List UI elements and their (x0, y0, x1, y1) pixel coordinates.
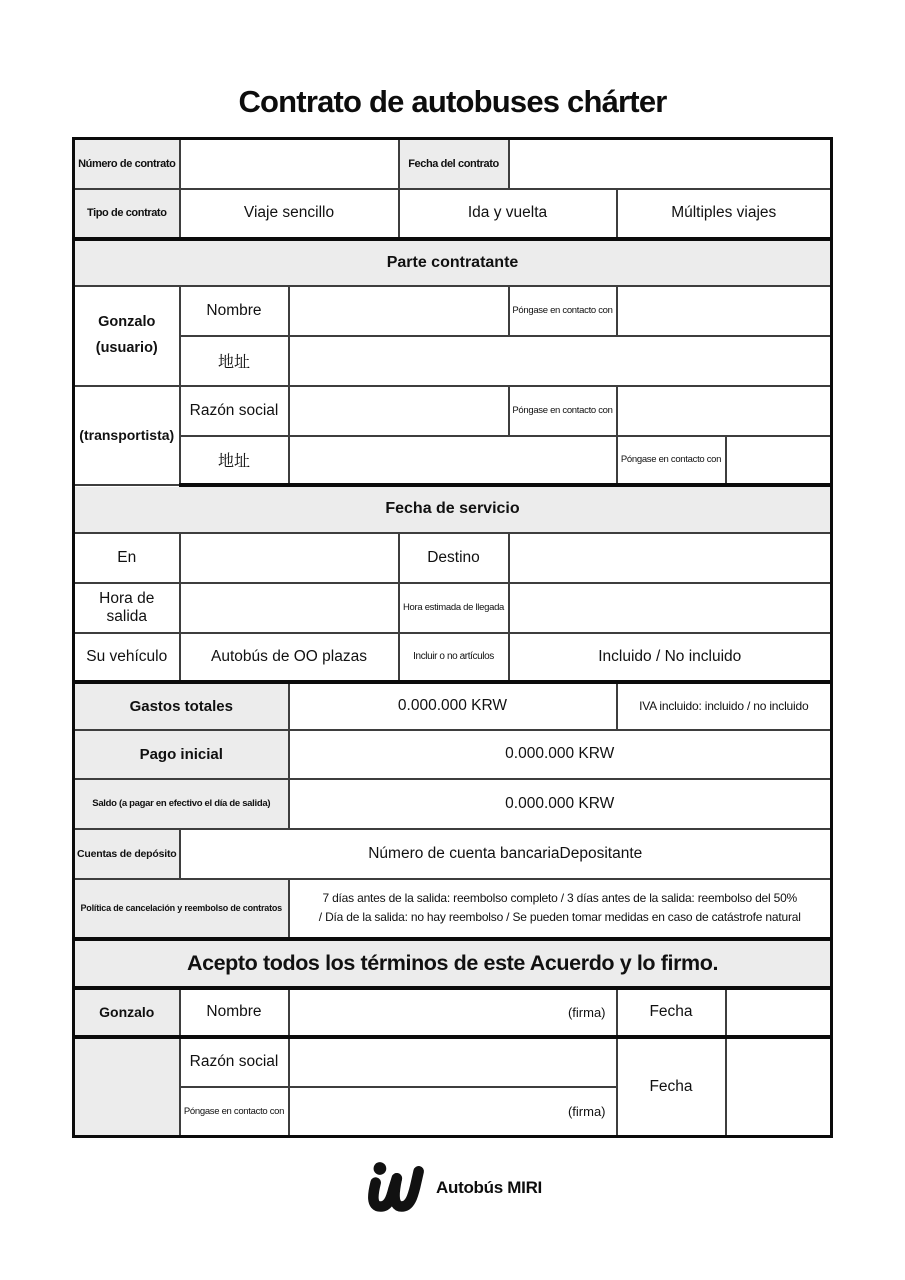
user-contact-label: Póngase en contacto con (509, 286, 617, 336)
user-name-label: Nombre (180, 286, 289, 336)
carrier-business-name-label: Razón social (180, 386, 289, 436)
arrival-time-field (509, 583, 832, 633)
bus-miri-logo-icon (363, 1159, 425, 1216)
cancellation-policy-text (289, 879, 832, 939)
contract-type-label: Tipo de contrato (74, 189, 180, 239)
vehicle-label: Su vehículo (74, 633, 180, 682)
arrival-time-label: Hora estimada de llegada (399, 583, 509, 633)
row-user-signature (74, 988, 832, 1037)
balance-label: Saldo (a pagar en efectivo el día de salida) (74, 779, 289, 829)
row-carrier-signature-name (74, 1037, 832, 1087)
contract-number-field (180, 139, 399, 189)
policy-line-2: / Día de la salida: no hay reembolso / Se pueden tomar medidas en caso de catástrofe natural (318, 910, 801, 924)
initial-payment-label: Pago inicial (74, 730, 289, 779)
carrier-contact-field (617, 386, 832, 436)
origin-label: En (74, 533, 180, 583)
carrier-signature-date-field (726, 1037, 832, 1137)
row-origin-destination (74, 533, 832, 583)
row-departure-arrival (74, 583, 832, 633)
row-user-address (74, 336, 832, 386)
total-cost-label: Gastos totales (74, 682, 289, 730)
signature-name-label: Nombre (180, 988, 289, 1037)
deposit-account-label: Cuentas de depósito (74, 829, 180, 879)
carrier-contact-label: Póngase en contacto con (509, 386, 617, 436)
carrier-address-label: 地址 (180, 436, 289, 485)
footer-brand (0, 1159, 905, 1216)
row-initial-payment (74, 730, 832, 779)
total-cost-value: 0.000.000 KRW (289, 682, 617, 730)
destination-label: Destino (399, 533, 509, 583)
user-address-field (289, 336, 832, 386)
initial-payment-value: 0.000.000 KRW (289, 730, 832, 779)
row-vehicle (74, 633, 832, 682)
user-address-label: 地址 (180, 336, 289, 386)
brand-name: Autobús MIRI (436, 1177, 542, 1197)
row-agreement-header (74, 939, 832, 988)
destination-field (509, 533, 832, 583)
user-signature-date-label: Fecha (617, 988, 726, 1037)
row-party-header (74, 239, 832, 286)
section-header-contracting-party: Parte contratante (74, 239, 832, 286)
page-title: Contrato de autobuses chárter (238, 84, 667, 119)
carrier-contact2-label: Póngase en contacto con (617, 436, 726, 485)
row-carrier-name (74, 386, 832, 436)
carrier-signature-date-label: Fecha (617, 1037, 726, 1137)
type-option-round-trip: Ida y vuelta (399, 189, 617, 239)
contract-number-label: Número de contrato (74, 139, 180, 189)
signature-user-label: Gonzalo (74, 988, 180, 1037)
departure-time-label: Hora de salida (74, 583, 180, 633)
section-header-service-date: Fecha de servicio (74, 485, 832, 533)
row-deposit-account (74, 829, 832, 879)
row-cancellation-policy (74, 879, 832, 939)
contract-date-label: Fecha del contrato (399, 139, 509, 189)
row-total-cost (74, 682, 832, 730)
carrier-business-signature-field (289, 1037, 617, 1087)
deposit-account-value: Número de cuenta bancariaDepositante (180, 829, 832, 879)
user-signature-field: (firma) (289, 988, 617, 1037)
origin-field (180, 533, 399, 583)
items-label: Incluir o no artículos (399, 633, 509, 682)
user-contact-field (617, 286, 832, 336)
carrier-role-label: (transportista) (74, 386, 180, 485)
user-signature-date-field (726, 988, 832, 1037)
carrier-business-name-field (289, 386, 509, 436)
user-name-field (289, 286, 509, 336)
carrier-address-field (289, 436, 617, 485)
contract-date-field (509, 139, 832, 189)
vehicle-value: Autobús de OO plazas (180, 633, 399, 682)
row-contract-number (74, 139, 832, 189)
user-role-label (74, 286, 180, 386)
signature-contact-label: Póngase en contacto con (180, 1087, 289, 1137)
policy-line-1: 7 días antes de la salida: reembolso completo / 3 días antes de la salida: reembolso del 50% (322, 891, 798, 906)
signature-carrier-label (74, 1037, 180, 1137)
balance-value: 0.000.000 KRW (289, 779, 832, 829)
items-value: Incluido / No incluido (509, 633, 832, 682)
departure-time-field (180, 583, 399, 633)
row-balance (74, 779, 832, 829)
row-carrier-address (74, 436, 832, 485)
user-role-line2: (usuario) (95, 339, 158, 356)
row-contract-type (74, 189, 832, 239)
cancellation-policy-label: Política de cancelación y reembolso de contratos (74, 879, 289, 939)
row-user-name (74, 286, 832, 336)
signature-business-name-label: Razón social (180, 1037, 289, 1087)
contract-table (72, 137, 833, 1138)
row-service-header (74, 485, 832, 533)
agreement-statement: Acepto todos los términos de este Acuerdo y lo firmo. (74, 939, 832, 988)
carrier-contact2-field (726, 436, 832, 485)
user-role-line1: Gonzalo (98, 314, 156, 331)
carrier-signature-field: (firma) (289, 1087, 617, 1137)
vat-note: IVA incluido: incluido / no incluido (617, 682, 832, 730)
type-option-multiple-trips: Múltiples viajes (617, 189, 832, 239)
type-option-single-trip: Viaje sencillo (180, 189, 399, 239)
